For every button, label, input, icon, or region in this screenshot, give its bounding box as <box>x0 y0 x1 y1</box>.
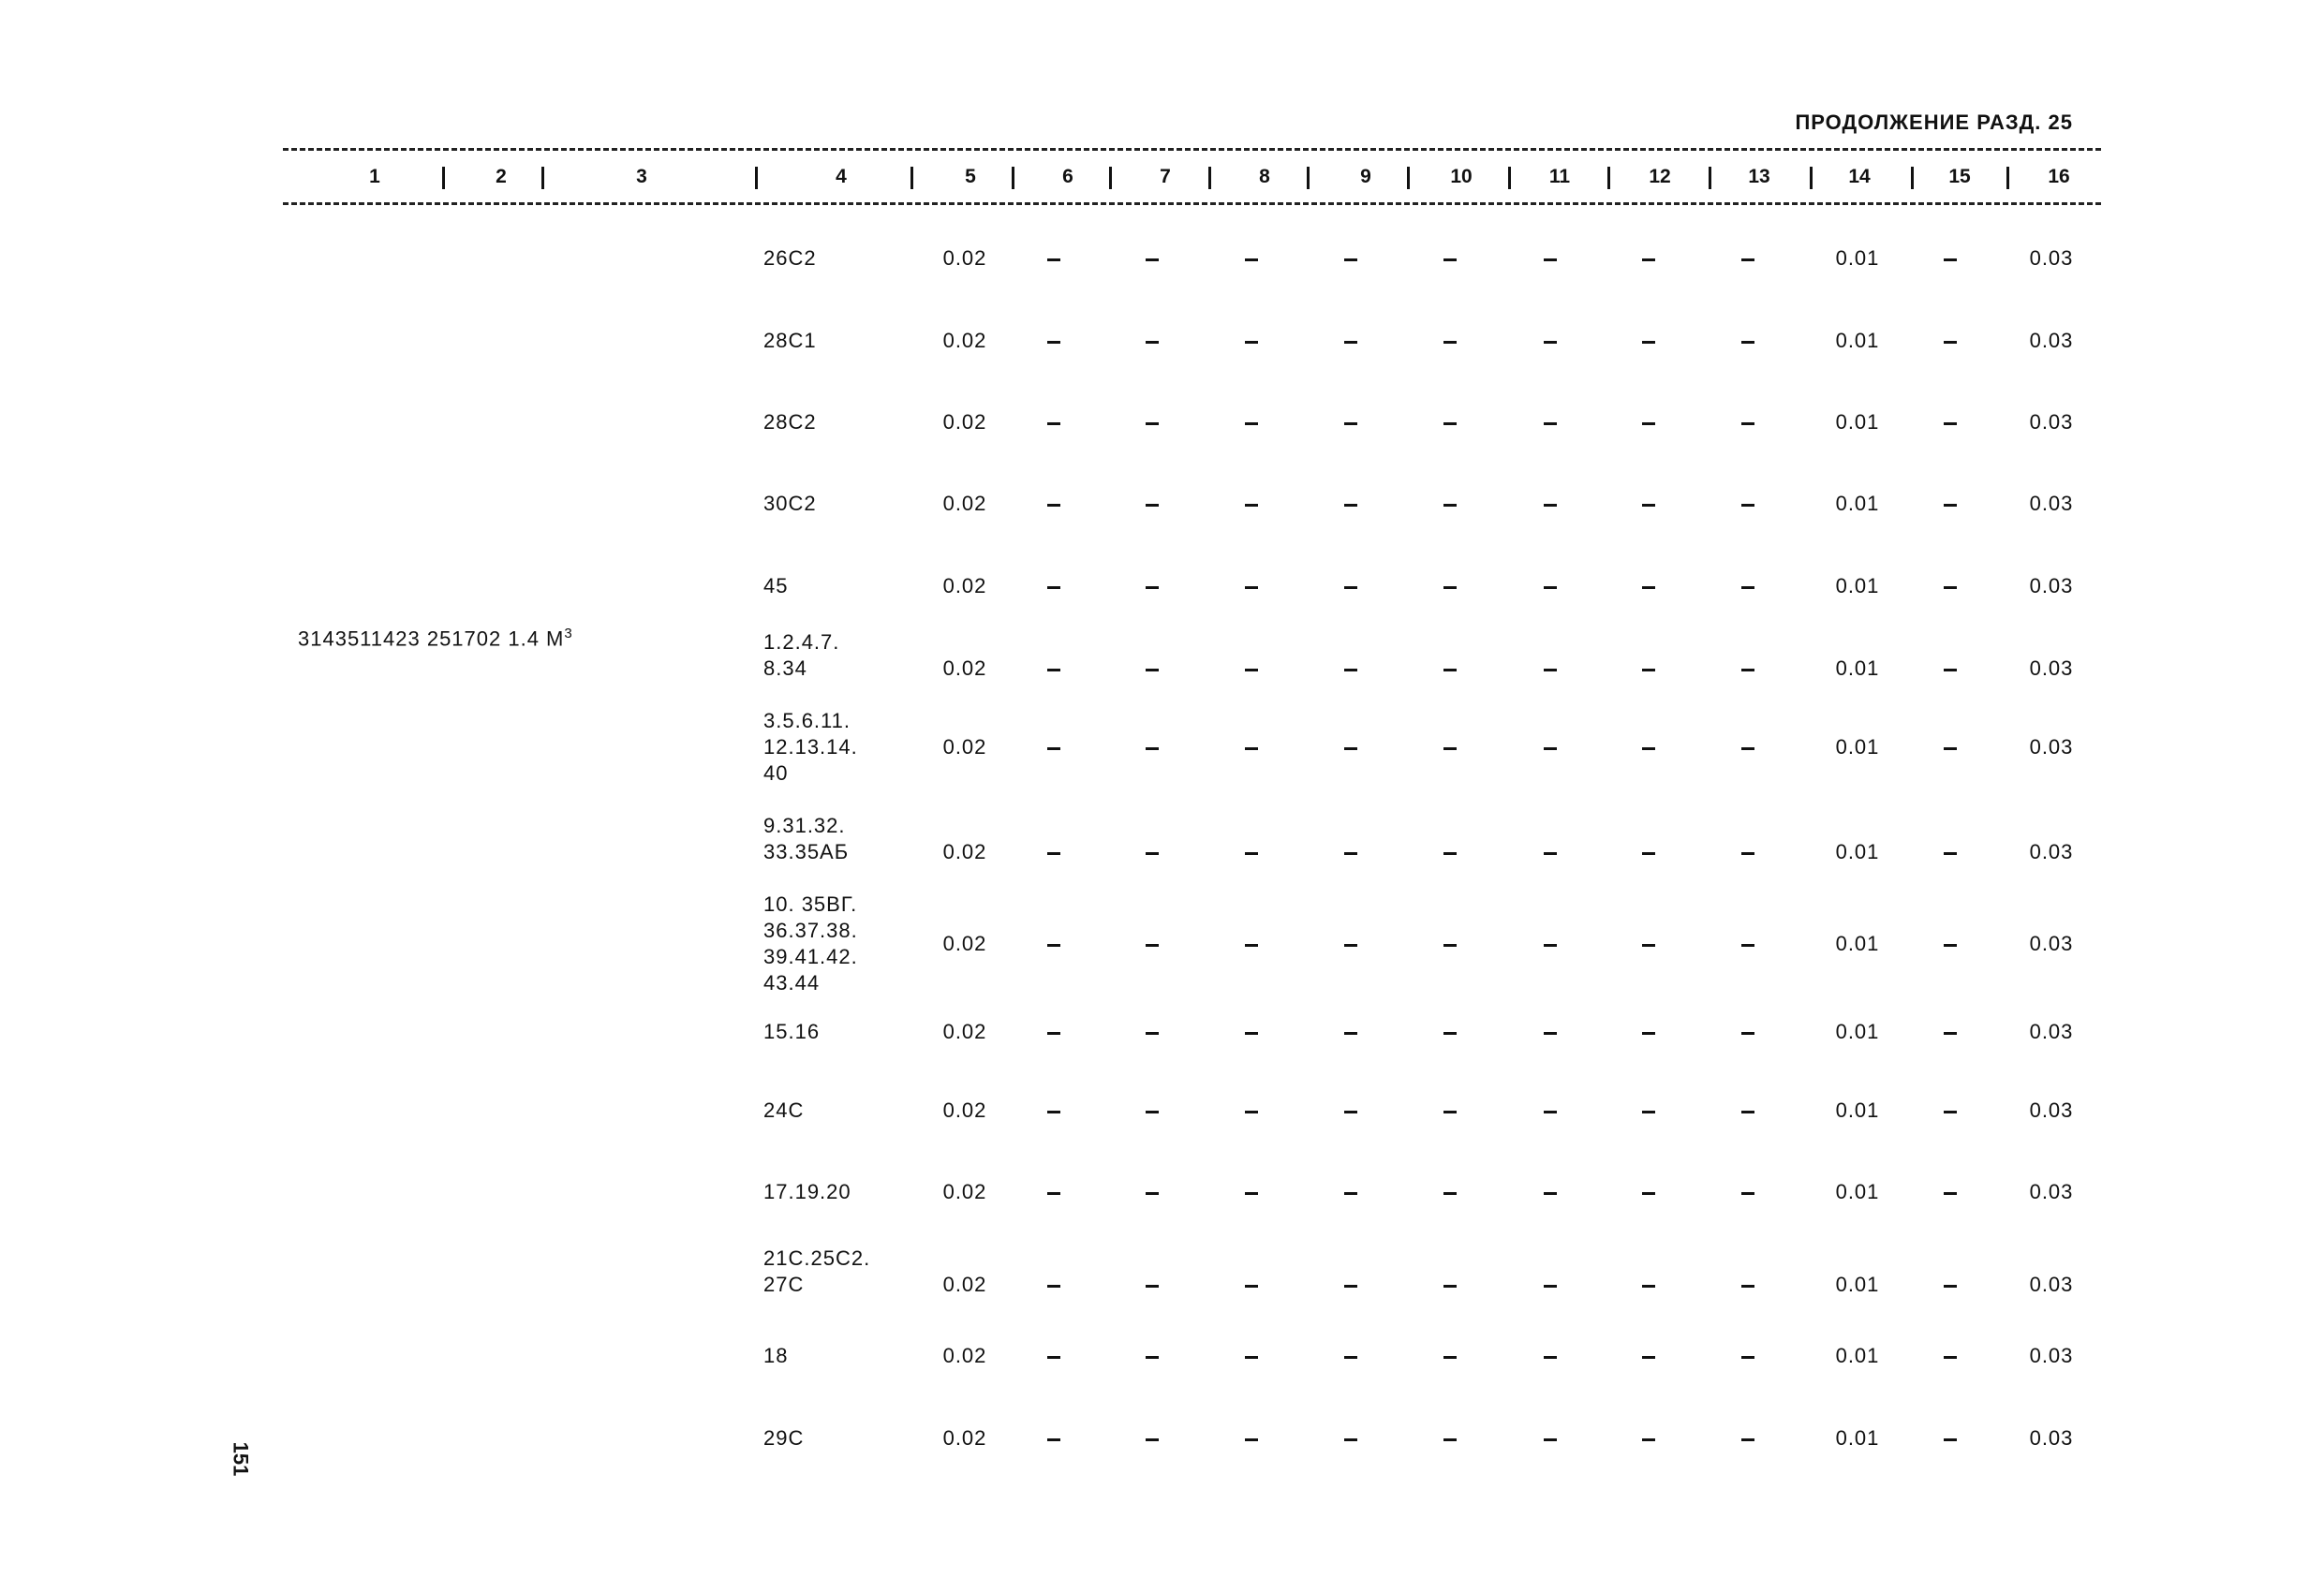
dash-mark <box>1741 504 1754 507</box>
cell-col4-line: 30C2 <box>763 492 817 515</box>
column-header-11: 11 <box>1548 166 1571 187</box>
dash-mark <box>1741 852 1754 855</box>
dash-mark <box>1544 852 1557 855</box>
dash-mark <box>1642 1438 1655 1441</box>
cell-col14: 0.01 <box>1835 1098 1880 1122</box>
column-separator <box>1508 167 1511 189</box>
cell-col5: 0.02 <box>942 1426 987 1450</box>
column-separator <box>1407 167 1410 189</box>
cell-col16: 0.03 <box>2029 1020 2074 1043</box>
dash-mark <box>1741 1111 1754 1113</box>
dash-mark <box>1344 1192 1357 1195</box>
cell-col14: 0.01 <box>1835 1273 1880 1296</box>
dash-mark <box>1544 1285 1557 1288</box>
dash-mark <box>1146 852 1159 855</box>
dash-mark <box>1344 852 1357 855</box>
cell-col4-line: 9.31.32. <box>763 814 846 837</box>
cell-col16: 0.03 <box>2029 1180 2074 1203</box>
column-separator <box>910 167 913 189</box>
dash-mark <box>1344 586 1357 589</box>
dash-mark <box>1047 747 1060 750</box>
dash-mark <box>1146 1111 1159 1113</box>
dash-mark <box>1443 1285 1457 1288</box>
dash-mark <box>1146 1192 1159 1195</box>
cell-col4-line: 3.5.6.11. <box>763 709 851 732</box>
cell-col4 <box>763 328 817 354</box>
dash-mark <box>1544 747 1557 750</box>
cell-col5: 0.02 <box>942 1344 987 1367</box>
dash-mark <box>1544 1438 1557 1441</box>
cell-col4-line: 36.37.38. <box>763 919 858 942</box>
dash-mark <box>1944 1192 1957 1195</box>
cell-col5: 0.02 <box>942 1098 987 1122</box>
cell-col5: 0.02 <box>942 574 987 597</box>
dash-mark <box>1146 504 1159 507</box>
dash-mark <box>1944 586 1957 589</box>
dash-mark <box>1047 852 1060 855</box>
dash-mark <box>1741 944 1754 947</box>
column-separator <box>2006 167 2009 189</box>
column-header-3: 3 <box>636 166 647 187</box>
dash-mark <box>1047 341 1060 344</box>
dash-mark <box>1443 422 1457 425</box>
cell-col4 <box>763 813 849 865</box>
column-header-2: 2 <box>496 166 507 187</box>
column-separator <box>755 167 758 189</box>
dash-mark <box>1944 669 1957 671</box>
section-heading: ПРОДОЛЖЕНИЕ РАЗД. 25 <box>1795 111 2073 134</box>
cell-col4 <box>763 1179 851 1205</box>
dash-mark <box>1146 1032 1159 1035</box>
cell-col16: 0.03 <box>2029 1344 2074 1367</box>
cell-col4-line: 28C2 <box>763 410 817 434</box>
column-header-15: 15 <box>1948 166 1971 187</box>
cell-col16: 0.03 <box>2029 932 2074 955</box>
cell-col4 <box>763 1098 804 1124</box>
dash-mark <box>1544 504 1557 507</box>
cell-col4-line: 12.13.14. <box>763 735 858 759</box>
dash-mark <box>1642 258 1655 261</box>
cell-col14: 0.01 <box>1835 840 1880 863</box>
dash-mark <box>1443 258 1457 261</box>
cell-col16: 0.03 <box>2029 329 2074 352</box>
cell-col16: 0.03 <box>2029 735 2074 759</box>
dash-mark <box>1245 1032 1258 1035</box>
dash-mark <box>1146 944 1159 947</box>
dash-mark <box>1443 1192 1457 1195</box>
dash-mark <box>1544 669 1557 671</box>
dash-mark <box>1146 586 1159 589</box>
column-separator <box>1012 167 1014 189</box>
dash-mark <box>1642 341 1655 344</box>
cell-col14: 0.01 <box>1835 492 1880 515</box>
dash-mark <box>1944 747 1957 750</box>
cell-col5: 0.02 <box>942 492 987 515</box>
dash-mark <box>1245 586 1258 589</box>
cell-col4-line: 15.16 <box>763 1020 821 1043</box>
dash-mark <box>1642 504 1655 507</box>
dash-mark <box>1443 504 1457 507</box>
dash-mark <box>1544 341 1557 344</box>
cell-col16: 0.03 <box>2029 410 2074 434</box>
cell-col16: 0.03 <box>2029 492 2074 515</box>
cell-col4-line: 18 <box>763 1344 789 1367</box>
cell-col4 <box>763 1246 870 1298</box>
dash-mark <box>1544 586 1557 589</box>
dash-mark <box>1443 1032 1457 1035</box>
dash-mark <box>1344 1111 1357 1113</box>
top-rule <box>283 148 2101 151</box>
cell-col14: 0.01 <box>1835 735 1880 759</box>
dash-mark <box>1344 258 1357 261</box>
dash-mark <box>1944 852 1957 855</box>
dash-mark <box>1944 1111 1957 1113</box>
dash-mark <box>1741 258 1754 261</box>
dash-mark <box>1642 586 1655 589</box>
dash-mark <box>1245 1356 1258 1359</box>
dash-mark <box>1344 669 1357 671</box>
cell-col16: 0.03 <box>2029 656 2074 680</box>
cell-col16: 0.03 <box>2029 1098 2074 1122</box>
column-header-14: 14 <box>1848 166 1871 187</box>
cell-col5: 0.02 <box>942 1273 987 1296</box>
cell-col14: 0.01 <box>1835 932 1880 955</box>
dash-mark <box>1443 852 1457 855</box>
dash-mark <box>1944 504 1957 507</box>
column-header-6: 6 <box>1062 166 1073 187</box>
dash-mark <box>1944 1438 1957 1441</box>
dash-mark <box>1642 1192 1655 1195</box>
cell-col4-line: 26C2 <box>763 246 817 270</box>
dash-mark <box>1047 1356 1060 1359</box>
cell-col4 <box>763 629 839 682</box>
item-code-text: 3143511423 251702 1.4 M <box>298 626 565 651</box>
dash-mark <box>1741 1032 1754 1035</box>
cell-col4-line: 39.41.42. <box>763 945 858 968</box>
cell-col16: 0.03 <box>2029 574 2074 597</box>
dash-mark <box>1146 1438 1159 1441</box>
dash-mark <box>1443 341 1457 344</box>
dash-mark <box>1146 669 1159 671</box>
dash-mark <box>1443 1111 1457 1113</box>
column-header-13: 13 <box>1748 166 1770 187</box>
cell-col4-line: 28C1 <box>763 329 817 352</box>
dash-mark <box>1642 422 1655 425</box>
cell-col5: 0.02 <box>942 656 987 680</box>
cell-col4 <box>763 1019 820 1045</box>
column-separator <box>1307 167 1310 189</box>
dash-mark <box>1047 586 1060 589</box>
dash-mark <box>1047 944 1060 947</box>
cell-col4-line: 45 <box>763 574 789 597</box>
column-header-7: 7 <box>1160 166 1171 187</box>
dash-mark <box>1344 944 1357 947</box>
column-separator <box>442 167 445 189</box>
cell-col4 <box>763 491 817 517</box>
cell-col14: 0.01 <box>1835 656 1880 680</box>
dash-mark <box>1245 341 1258 344</box>
dash-mark <box>1544 944 1557 947</box>
dash-mark <box>1443 669 1457 671</box>
dash-mark <box>1146 422 1159 425</box>
cell-col14: 0.01 <box>1835 1426 1880 1450</box>
dash-mark <box>1443 944 1457 947</box>
cell-col4 <box>763 1343 788 1369</box>
dash-mark <box>1741 1356 1754 1359</box>
dash-mark <box>1944 422 1957 425</box>
cell-col14: 0.01 <box>1835 1020 1880 1043</box>
dash-mark <box>1146 747 1159 750</box>
column-header-5: 5 <box>965 166 976 187</box>
cell-col4-line: 21C.25C2. <box>763 1246 871 1270</box>
column-separator <box>1208 167 1211 189</box>
dash-mark <box>1944 1285 1957 1288</box>
dash-mark <box>1245 747 1258 750</box>
dash-mark <box>1047 669 1060 671</box>
dash-mark <box>1047 1032 1060 1035</box>
dash-mark <box>1146 1356 1159 1359</box>
dash-mark <box>1047 422 1060 425</box>
dash-mark <box>1544 1032 1557 1035</box>
dash-mark <box>1944 944 1957 947</box>
cell-col4 <box>763 708 858 787</box>
dash-mark <box>1245 1438 1258 1441</box>
cell-col4 <box>763 409 817 435</box>
dash-mark <box>1642 1285 1655 1288</box>
cell-col5: 0.02 <box>942 410 987 434</box>
dash-mark <box>1741 1285 1754 1288</box>
column-separator <box>541 167 544 189</box>
cell-col5: 0.02 <box>942 1020 987 1043</box>
cell-col4-line: 1.2.4.7. <box>763 630 840 654</box>
header-bottom-rule <box>283 202 2101 205</box>
dash-mark <box>1944 1032 1957 1035</box>
dash-mark <box>1344 1356 1357 1359</box>
cell-col14: 0.01 <box>1835 410 1880 434</box>
item-unit-superscript: 3 <box>564 626 573 641</box>
dash-mark <box>1344 747 1357 750</box>
cell-col4 <box>763 573 788 599</box>
cell-col4-line: 29C <box>763 1426 805 1450</box>
dash-mark <box>1741 747 1754 750</box>
cell-col16: 0.03 <box>2029 840 2074 863</box>
dash-mark <box>1344 341 1357 344</box>
column-separator <box>1109 167 1112 189</box>
dash-mark <box>1245 1192 1258 1195</box>
dash-mark <box>1741 422 1754 425</box>
column-separator <box>1911 167 1914 189</box>
dash-mark <box>1047 504 1060 507</box>
dash-mark <box>1245 258 1258 261</box>
dash-mark <box>1344 504 1357 507</box>
cell-col5: 0.02 <box>942 840 987 863</box>
cell-col4-line: 43.44 <box>763 971 821 995</box>
cell-col4 <box>763 245 817 272</box>
dash-mark <box>1245 944 1258 947</box>
cell-col4-line: 24C <box>763 1098 805 1122</box>
dash-mark <box>1544 1192 1557 1195</box>
cell-col4 <box>763 1425 804 1452</box>
dash-mark <box>1245 504 1258 507</box>
dash-mark <box>1642 747 1655 750</box>
cell-col5: 0.02 <box>942 735 987 759</box>
dash-mark <box>1944 341 1957 344</box>
column-header-16: 16 <box>2048 166 2070 187</box>
dash-mark <box>1544 258 1557 261</box>
dash-mark <box>1544 1111 1557 1113</box>
cell-col14: 0.01 <box>1835 1344 1880 1367</box>
dash-mark <box>1344 422 1357 425</box>
cell-col4-line: 10. 35ВГ. <box>763 892 858 916</box>
dash-mark <box>1047 1285 1060 1288</box>
dash-mark <box>1642 1032 1655 1035</box>
cell-col5: 0.02 <box>942 932 987 955</box>
dash-mark <box>1344 1438 1357 1441</box>
dash-mark <box>1642 1356 1655 1359</box>
dash-mark <box>1047 1438 1060 1441</box>
dash-mark <box>1544 1356 1557 1359</box>
item-code-label <box>298 626 573 651</box>
dash-mark <box>1741 341 1754 344</box>
dash-mark <box>1245 422 1258 425</box>
dash-mark <box>1642 669 1655 671</box>
dash-mark <box>1443 1356 1457 1359</box>
column-separator <box>1709 167 1711 189</box>
column-header-1: 1 <box>369 166 380 187</box>
column-header-10: 10 <box>1450 166 1473 187</box>
cell-col4-line: 8.34 <box>763 656 807 680</box>
cell-col14: 0.01 <box>1835 329 1880 352</box>
dash-mark <box>1741 1438 1754 1441</box>
dash-mark <box>1642 944 1655 947</box>
dash-mark <box>1741 1192 1754 1195</box>
cell-col5: 0.02 <box>942 329 987 352</box>
dash-mark <box>1245 1111 1258 1113</box>
dash-mark <box>1443 1438 1457 1441</box>
column-header-8: 8 <box>1259 166 1270 187</box>
column-header-12: 12 <box>1649 166 1671 187</box>
dash-mark <box>1344 1032 1357 1035</box>
cell-col5: 0.02 <box>942 246 987 270</box>
cell-col4-line: 33.35АБ <box>763 840 850 863</box>
column-header-4: 4 <box>836 166 847 187</box>
cell-col4-line: 40 <box>763 761 789 785</box>
dash-mark <box>1245 669 1258 671</box>
dash-mark <box>1245 1285 1258 1288</box>
dash-mark <box>1047 258 1060 261</box>
dash-mark <box>1047 1192 1060 1195</box>
column-header-row <box>0 159 2324 195</box>
dash-mark <box>1047 1111 1060 1113</box>
dash-mark <box>1443 586 1457 589</box>
cell-col14: 0.01 <box>1835 574 1880 597</box>
dash-mark <box>1146 341 1159 344</box>
page-number: 151 <box>229 1441 253 1477</box>
column-header-9: 9 <box>1360 166 1371 187</box>
cell-col16: 0.03 <box>2029 246 2074 270</box>
dash-mark <box>1741 669 1754 671</box>
cell-col4-line: 17.19.20 <box>763 1180 851 1203</box>
dash-mark <box>1741 586 1754 589</box>
dash-mark <box>1245 852 1258 855</box>
cell-col4-line: 27C <box>763 1273 805 1296</box>
dash-mark <box>1146 258 1159 261</box>
dash-mark <box>1642 852 1655 855</box>
cell-col4 <box>763 892 858 996</box>
dash-mark <box>1944 1356 1957 1359</box>
dash-mark <box>1146 1285 1159 1288</box>
dash-mark <box>1944 258 1957 261</box>
cell-col16: 0.03 <box>2029 1426 2074 1450</box>
column-separator <box>1810 167 1813 189</box>
cell-col16: 0.03 <box>2029 1273 2074 1296</box>
dash-mark <box>1344 1285 1357 1288</box>
cell-col14: 0.01 <box>1835 246 1880 270</box>
dash-mark <box>1544 422 1557 425</box>
cell-col5: 0.02 <box>942 1180 987 1203</box>
dash-mark <box>1443 747 1457 750</box>
cell-col14: 0.01 <box>1835 1180 1880 1203</box>
column-separator <box>1607 167 1610 189</box>
dash-mark <box>1642 1111 1655 1113</box>
